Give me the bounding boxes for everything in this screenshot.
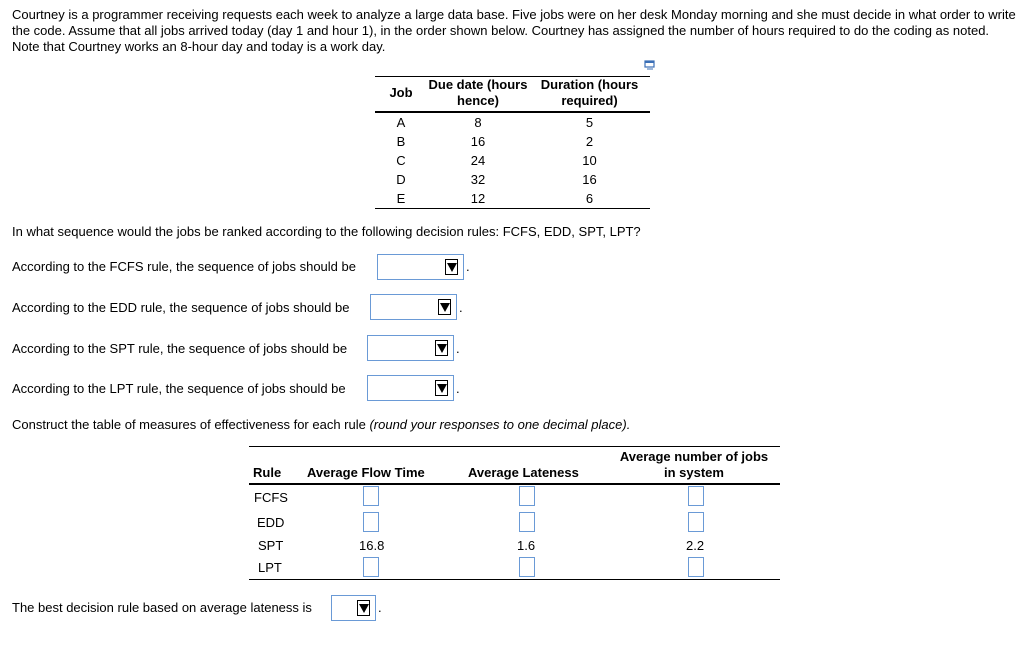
best-rule-select[interactable]	[331, 595, 376, 621]
dropdown-arrow-icon	[438, 299, 451, 315]
due-cell: 12	[427, 189, 529, 209]
construct-note: (round your responses to one decimal place).	[369, 417, 631, 432]
dropdown-arrow-icon	[435, 380, 448, 396]
dropdown-arrow-icon	[435, 340, 448, 356]
table-row	[375, 151, 650, 170]
jobs-table	[375, 76, 650, 209]
due-cell: 24	[470, 153, 486, 168]
period: .	[378, 600, 382, 615]
best-rule-question: The best decision rule based on average lateness is	[12, 600, 312, 615]
header-rule: Rule	[253, 465, 282, 480]
duration-cell: 10	[582, 153, 597, 168]
duration-cell: 6	[529, 189, 650, 209]
duration-cell: 16	[582, 172, 597, 187]
spt-sequence-select[interactable]	[367, 335, 454, 361]
job-cell: C	[396, 153, 406, 168]
header-avg-lateness: Average Lateness	[468, 465, 579, 480]
spt-jobs-value: 2.2	[686, 538, 705, 553]
due-cell: 16	[470, 134, 486, 149]
table-row	[375, 189, 650, 209]
fcfs-question: According to the FCFS rule, the sequence of jobs should be	[12, 259, 356, 274]
due-cell: 32	[470, 172, 486, 187]
due-cell: 8	[474, 115, 482, 130]
header-avg-jobs-line2: in system	[664, 465, 724, 480]
lpt-jobs-input[interactable]	[688, 557, 704, 577]
problem-intro: Courtney is a programmer receiving requests each week to analyze a large data base. Five jobs were on her desk Monday morning and she must decide in what order to write the code. Assume that all jobs arrived today (day 1 and hour 1), in the order shown below. Courtney has assigned the number of hours required to do the coding as noted. Note that Courtney works an 8-hour day and today is a work day.	[12, 7, 1016, 54]
lpt-sequence-select[interactable]	[367, 375, 454, 401]
dropdown-arrow-icon	[445, 259, 458, 275]
period: .	[456, 341, 460, 356]
edd-lateness-input[interactable]	[519, 512, 535, 532]
sequence-question: In what sequence would the jobs be ranked according to the following decision rules: FCFS, EDD, SPT, LPT?	[12, 224, 641, 239]
measures-table	[249, 446, 780, 580]
table-row	[375, 170, 650, 189]
header-due-date: Due date (hours hence)	[427, 77, 529, 113]
job-cell: A	[396, 115, 406, 130]
table-row	[375, 112, 650, 132]
fcfs-jobs-input[interactable]	[688, 486, 704, 506]
lpt-lateness-input[interactable]	[519, 557, 535, 577]
rule-label-lpt: LPT	[258, 560, 282, 575]
spt-flow-value: 16.8	[359, 538, 385, 553]
edd-question: According to the EDD rule, the sequence of jobs should be	[12, 300, 350, 315]
edd-jobs-input[interactable]	[688, 512, 704, 532]
period: .	[466, 259, 470, 274]
lpt-question: According to the LPT rule, the sequence of jobs should be	[12, 381, 346, 396]
header-job: Job	[375, 77, 427, 113]
spt-lateness-value: 1.6	[517, 538, 536, 553]
period: .	[456, 381, 460, 396]
header-avg-jobs-line1: Average number of jobs	[619, 449, 769, 464]
job-cell: D	[396, 172, 406, 187]
spt-question: According to the SPT rule, the sequence of jobs should be	[12, 341, 348, 356]
rule-label-spt: SPT	[258, 538, 284, 553]
job-cell: E	[375, 189, 427, 209]
fcfs-lateness-input[interactable]	[519, 486, 535, 506]
period: .	[459, 300, 463, 315]
construct-text: Construct the table of measures of effectiveness for each rule	[12, 417, 370, 432]
edd-flow-input[interactable]	[363, 512, 379, 532]
duration-cell: 5	[585, 115, 594, 130]
header-avg-flow-time: Average Flow Time	[307, 465, 425, 480]
edd-sequence-select[interactable]	[370, 294, 457, 320]
dropdown-arrow-icon	[357, 600, 370, 616]
header-avg-jobs-in-system	[609, 449, 779, 481]
header-duration: Duration (hours required)	[529, 77, 650, 113]
lpt-flow-input[interactable]	[363, 557, 379, 577]
job-cell: B	[396, 134, 406, 149]
construct-instruction	[12, 417, 630, 432]
copy-to-clipboard-icon[interactable]	[644, 60, 655, 70]
table-row	[375, 132, 650, 151]
rule-label-edd: EDD	[257, 515, 285, 530]
fcfs-sequence-select[interactable]	[377, 254, 464, 280]
duration-cell: 2	[585, 134, 594, 149]
rule-label-fcfs: FCFS	[254, 490, 288, 505]
fcfs-flow-input[interactable]	[363, 486, 379, 506]
